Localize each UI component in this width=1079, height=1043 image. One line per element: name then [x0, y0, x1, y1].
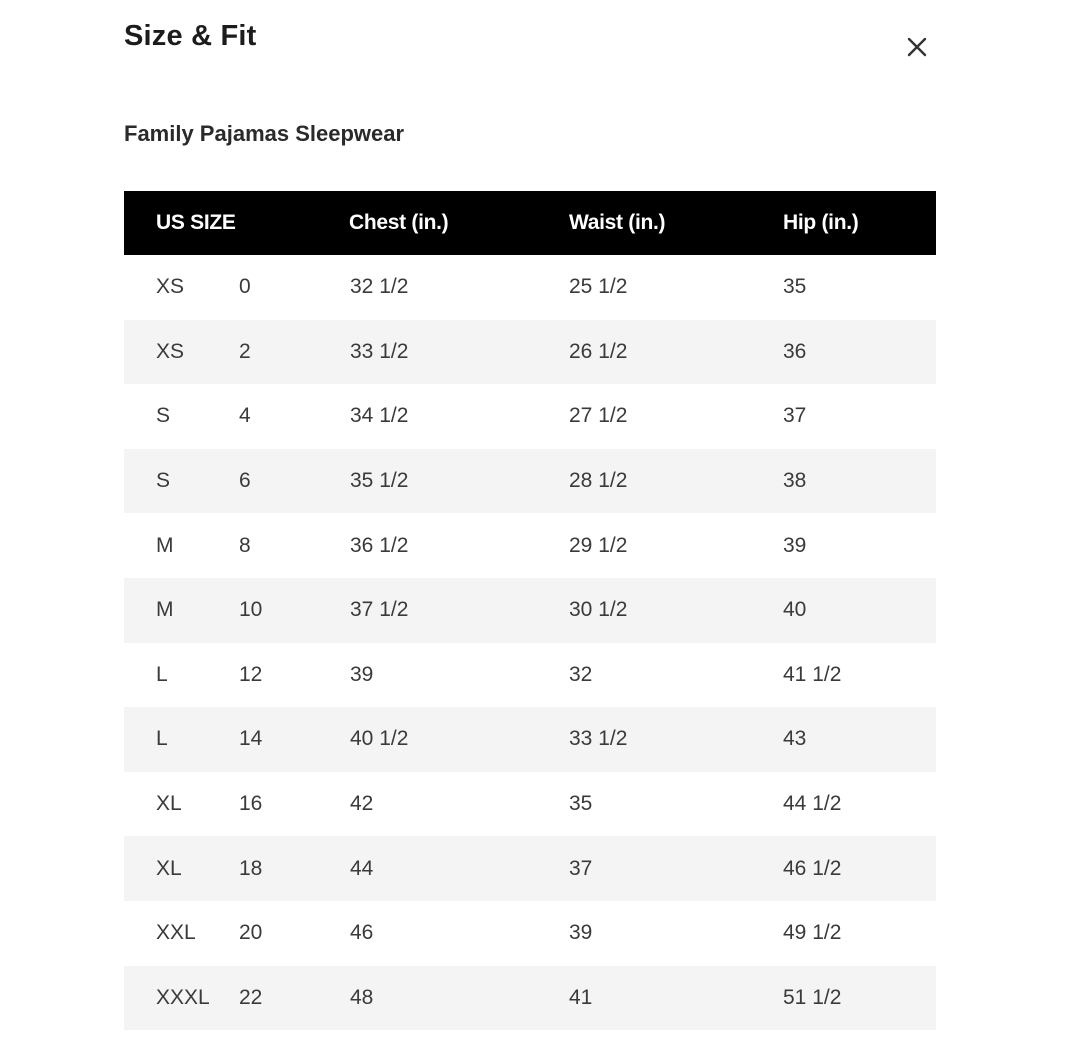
- waist-cell: 25 1/2: [569, 275, 628, 299]
- chest-cell: 36 1/2: [350, 533, 409, 557]
- hip-cell: 37: [783, 404, 807, 428]
- size-number: 4: [239, 404, 251, 428]
- us-size-cell: [124, 901, 348, 966]
- us-size-cell: [124, 449, 348, 514]
- waist-cell: 32: [569, 662, 593, 686]
- waist-cell: 39: [569, 921, 593, 945]
- size-number: 8: [239, 533, 251, 557]
- size-letter: S: [156, 404, 171, 428]
- hip-cell: 51 1/2: [783, 985, 842, 1009]
- header-waist: Waist (in.): [569, 211, 666, 234]
- us-size-cell: [124, 384, 348, 449]
- size-number: 16: [239, 792, 263, 816]
- table-body: [124, 255, 936, 1030]
- us-size-cell: [124, 836, 348, 901]
- size-letter: M: [156, 598, 174, 622]
- us-size-cell: [124, 578, 348, 643]
- table-row: [124, 772, 936, 837]
- waist-cell: 27 1/2: [569, 404, 628, 428]
- waist-cell: 29 1/2: [569, 533, 628, 557]
- size-number: 14: [239, 727, 263, 751]
- size-number: 22: [239, 985, 263, 1009]
- table-row: [124, 384, 936, 449]
- chest-cell: 46: [350, 921, 374, 945]
- table-row: [124, 643, 936, 708]
- chest-cell: 44: [350, 856, 374, 880]
- header-chest: Chest (in.): [349, 211, 449, 234]
- chest-cell: 39: [350, 662, 374, 686]
- hip-cell: 44 1/2: [783, 792, 842, 816]
- hip-cell: 35: [783, 275, 807, 299]
- size-number: 2: [239, 339, 251, 363]
- size-letter: XS: [156, 339, 185, 363]
- size-number: 10: [239, 598, 263, 622]
- size-number: 18: [239, 856, 263, 880]
- table-row: [124, 966, 936, 1031]
- chest-cell: 37 1/2: [350, 598, 409, 622]
- table-header: [124, 191, 936, 255]
- chest-cell: 33 1/2: [350, 339, 409, 363]
- dialog-title: Size & Fit: [124, 20, 257, 52]
- chest-cell: 42: [350, 792, 374, 816]
- table-row: [124, 513, 936, 578]
- header-us-size: US SIZE: [156, 211, 236, 234]
- waist-cell: 30 1/2: [569, 598, 628, 622]
- size-letter: L: [156, 727, 168, 751]
- waist-cell: 33 1/2: [569, 727, 628, 751]
- chest-cell: 34 1/2: [350, 404, 409, 428]
- us-size-cell: [124, 772, 348, 837]
- waist-cell: 28 1/2: [569, 469, 628, 493]
- chest-cell: 48: [350, 985, 374, 1009]
- size-letter: XS: [156, 275, 185, 299]
- waist-cell: 26 1/2: [569, 339, 628, 363]
- hip-cell: 46 1/2: [783, 856, 842, 880]
- table-row: [124, 449, 936, 514]
- table-row: [124, 255, 936, 320]
- size-number: 20: [239, 921, 263, 945]
- chest-cell: 40 1/2: [350, 727, 409, 751]
- waist-cell: 41: [569, 985, 593, 1009]
- size-letter: S: [156, 469, 171, 493]
- us-size-cell: [124, 707, 348, 772]
- size-letter: XXXL: [156, 985, 210, 1009]
- product-category-title: Family Pajamas Sleepwear: [124, 121, 405, 146]
- hip-cell: 49 1/2: [783, 921, 842, 945]
- table-row: [124, 901, 936, 966]
- size-letter: L: [156, 662, 168, 686]
- size-number: 6: [239, 469, 251, 493]
- us-size-cell: [124, 320, 348, 385]
- table-row: [124, 578, 936, 643]
- hip-cell: 40: [783, 598, 807, 622]
- chest-cell: 35 1/2: [350, 469, 409, 493]
- size-letter: XL: [156, 856, 182, 880]
- hip-cell: 36: [783, 339, 807, 363]
- chest-cell: 32 1/2: [350, 275, 409, 299]
- size-letter: M: [156, 533, 174, 557]
- size-letter: XXL: [156, 921, 196, 945]
- size-chart-table: [124, 191, 936, 1030]
- hip-cell: 38: [783, 469, 807, 493]
- us-size-cell: [124, 513, 348, 578]
- waist-cell: 35: [569, 792, 593, 816]
- table-row: [124, 320, 936, 385]
- close-button[interactable]: [902, 32, 932, 62]
- hip-cell: 43: [783, 727, 807, 751]
- us-size-cell: [124, 255, 348, 320]
- table-row: [124, 707, 936, 772]
- header-hip: Hip (in.): [783, 211, 859, 234]
- waist-cell: 37: [569, 856, 593, 880]
- hip-cell: 41 1/2: [783, 662, 842, 686]
- hip-cell: 39: [783, 533, 807, 557]
- us-size-cell: [124, 643, 348, 708]
- us-size-cell: [124, 966, 348, 1031]
- table-row: [124, 836, 936, 901]
- size-letter: XL: [156, 792, 182, 816]
- close-icon: [902, 32, 932, 62]
- size-number: 0: [239, 275, 251, 299]
- size-number: 12: [239, 662, 263, 686]
